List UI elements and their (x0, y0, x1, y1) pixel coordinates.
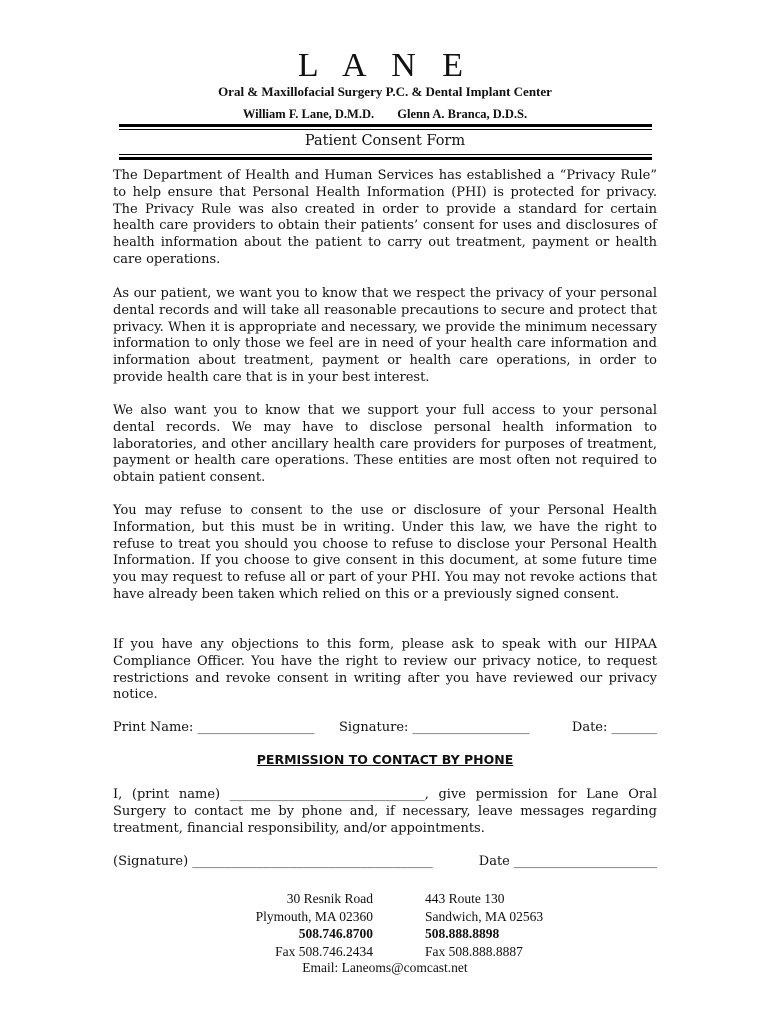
doctor-1-name: William F. Lane, D.M.D. (242, 107, 375, 121)
doctor-2-name: Glenn A. Branca, D.D.S. (397, 107, 528, 121)
office-city: Plymouth, MA 02360 (255, 908, 373, 924)
signature-field[interactable]: Signature: __________________ (339, 720, 530, 735)
practice-name: L A N E (297, 47, 473, 84)
phone-permission-statement: I, (print name) ______________________________, give permission for Lane Oral Surgery to contact me by phone and, if necessary, leave messages regarding treatment, financial responsibility, and/or appointments. (113, 787, 657, 836)
header-divider-thick (119, 124, 652, 127)
paragraph-respect-privacy (113, 286, 657, 387)
paragraph-access (113, 403, 657, 487)
office-street: 30 Resnik Road (286, 891, 373, 906)
date-field[interactable]: Date: _______ (571, 720, 657, 735)
office-city: Sandwich, MA 02563 (425, 908, 544, 924)
phone-permission-text[interactable] (113, 787, 657, 837)
paragraph-privacy-rule (113, 168, 657, 269)
paragraph-refuse-consent (113, 503, 657, 604)
phone-permission-heading: PERMISSION TO CONTACT BY PHONE (256, 752, 514, 767)
paragraph-text: The Department of Health and Human Services has established a “Privacy Rule” to help ensure that Personal Health Information (PHI) is protected for privacy. The Privacy Rule was also created in order to provide a standard for certain health care providers to obtain their patients’ consent for uses and disclosures of health information about the patient to carry out treatment, payment or health care operations. (113, 168, 657, 267)
paragraph-objections (113, 637, 657, 704)
office-street: 443 Route 130 (425, 891, 505, 906)
office-fax: Fax 508.888.8887 (425, 943, 523, 959)
doctor-names (0, 107, 770, 122)
paragraph-text: As our patient, we want you to know that we respect the privacy of your personal dental records and will take all reasonable precautions to secure and protect that privacy. When it is appropriate and necessary, we provide the minimum necessary information to only those we feel are in need of your health care information and information about treatment, payment or health care operations, in order to provide health care that is in your best interest. (113, 286, 657, 385)
paragraph-text: You may refuse to consent to the use or disclosure of your Personal Health Information, but this must be in writing. Under this law, we have the right to refuse to treat you should you choose to refuse to disclose your Personal Health Information. If you choose to give consent in this document, at some future time you may request to refuse all or part of your PHI. You may not revoke actions that have already been taken which relied on this or a previously signed consent. (113, 503, 657, 602)
office-sandwich (425, 890, 585, 960)
phone-date-field[interactable]: Date ______________________ (478, 854, 657, 869)
title-divider-thick (119, 157, 652, 160)
practice-subtitle: Oral & Maxillofacial Surgery P.C. & Dental Implant Center (218, 84, 552, 99)
header-divider-thin (119, 129, 652, 130)
title-divider-thin (119, 154, 652, 155)
office-fax: Fax 508.746.2434 (275, 943, 373, 959)
office-phone: 508.746.8700 (298, 926, 373, 941)
office-plymouth (230, 890, 373, 960)
paragraph-text: We also want you to know that we support your full access to your personal dental records. We may have to disclose personal health information to laboratories, and other ancillary health care providers for purposes of treatment, payment or health care operations. These entities are most often not required to obtain patient consent. (113, 403, 657, 486)
phone-signature-field[interactable]: (Signature) _____________________________________ (113, 854, 433, 869)
paragraph-text: If you have any objections to this form, please ask to speak with our HIPAA Compliance Officer. You have the right to review our privacy notice, to request restrictions and revoke consent in writing after you have reviewed our privacy notice. (113, 637, 657, 703)
office-phone: 508.888.8898 (425, 926, 500, 941)
print-name-field[interactable]: Print Name: __________________ (113, 720, 315, 735)
form-title: Patient Consent Form (304, 133, 466, 149)
contact-email: Email: Laneoms@comcast.net (302, 960, 468, 975)
